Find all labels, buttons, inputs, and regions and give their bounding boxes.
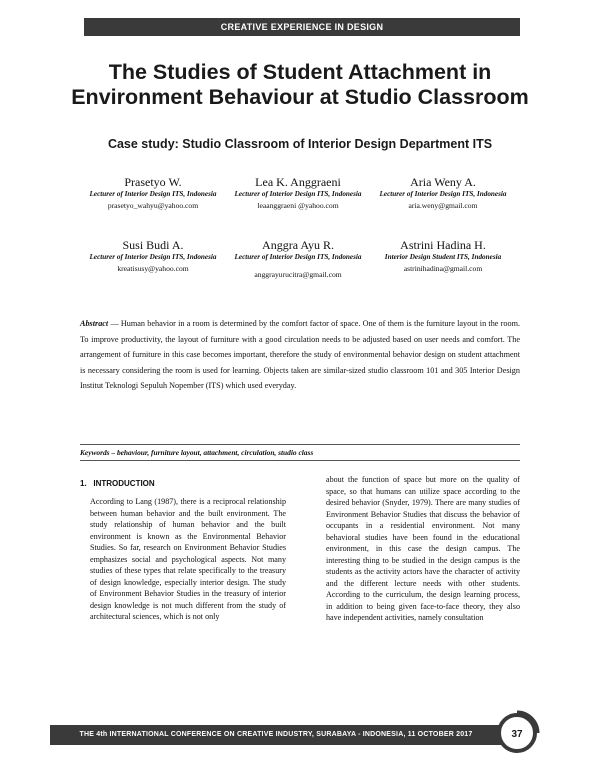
author-email: anggrayurucitra@gmail.com [254, 269, 342, 279]
author-name: Lea K. Anggraeni [255, 175, 341, 189]
author-card [368, 238, 518, 274]
author-name: Susi Budi A. [122, 238, 184, 252]
author-card [78, 238, 228, 274]
section-number: 1. [80, 479, 87, 488]
abstract-label: Abstract [80, 319, 109, 328]
author-card [223, 238, 373, 280]
abstract-text: — Human behavior in a room is determined by the comfort factor of space. One of them is the furniture layout in the room. To improve productivity, the layout of furniture with a good circulation needs to be adjusted based on user needs and comfort. The arrangement of furniture in this case becomes important, therefore the study of environmental behavior design on student attachment is necessary considering the room is used for learning. Objects taken are similar-sized studio classroom 101 and 305 Interior Design Institut Teknologi Sepuluh Nopember (ITS) which used everyday. [80, 319, 520, 391]
author-affiliation: Lecturer of Interior Design ITS, Indonesia [234, 253, 362, 261]
page-ring-icon [494, 710, 540, 756]
author-card [223, 175, 373, 211]
section-title: INTRODUCTION [93, 479, 155, 488]
divider [80, 460, 520, 461]
author-affiliation: Lecturer of Interior Design ITS, Indonesia [379, 190, 507, 198]
divider [80, 444, 520, 445]
body-column-right: about the function of space but more on the quality of space, so that humans can utilize space according to the desired behavior (Snyder, 1979). There are many studies of Environment Behavior Studies that discuss the behavior of occupants in a residential environment. Not many behavioral studies have been found in the educational environment, in this case the design campus. The interesting thing to be studied in the design campus is the students as the activity actors have the character of activity and the different lecture needs with other students. According to the curriculum, the design learning process, in addition to being given face-to-face theory, they also have independent activities, namely consultation [326, 475, 520, 622]
author-email: aria.weny@gmail.com [408, 200, 478, 210]
header-banner: CREATIVE EXPERIENCE IN DESIGN [84, 18, 520, 36]
author-email: leaanggraeni @yahoo.com [257, 200, 339, 210]
keywords: Keywords – behaviour, furniture layout, attachment, circulation, studio class [80, 448, 314, 457]
footer-conference: THE 4th INTERNATIONAL CONFERENCE ON CREATIVE INDUSTRY, SURABAYA - INDONESIA, 11 OCTOBER 2017 [50, 725, 502, 745]
author-affiliation: Lecturer of Interior Design ITS, Indonesia [234, 190, 362, 198]
author-name: Anggra Ayu R. [262, 238, 334, 252]
author-card [368, 175, 518, 211]
body-column-left: According to Lang (1987), there is a reciprocal relationship between human behavior and the built environment. The study relationship of human behavior and the built environment is known as the Environmental Behavior Studies. So far, research on Environment Behavior Studies emphasizes social and psychological aspects. Not many studies of these types that relate specifically to the treasury of design knowledge, especially interior design. The study of Environment Behavior Studies in the treasury of interior design knowledge is not much different from the study of architectural sciences, which is not only [90, 497, 286, 621]
author-name: Astrini Hadina H. [400, 238, 486, 252]
abstract [80, 316, 520, 394]
paper-title: The Studies of Student Attachment in Environment Behaviour at Studio Classroom [71, 60, 529, 109]
author-email: kreatisusy@yahoo.com [117, 263, 189, 273]
author-affiliation: Interior Design Student ITS, Indonesia [384, 253, 502, 261]
author-affiliation: Lecturer of Interior Design ITS, Indonesia [89, 253, 217, 261]
section-heading [80, 479, 155, 488]
author-name: Aria Weny A. [410, 175, 476, 189]
author-affiliation: Lecturer of Interior Design ITS, Indonesia [89, 190, 217, 198]
author-email: prasetyo_wahyu@yahoo.com [107, 200, 199, 210]
author-card [78, 175, 228, 211]
page-number-badge [494, 710, 540, 756]
page-number: 37 [511, 729, 523, 740]
author-name: Prasetyo W. [124, 175, 182, 189]
author-email: astrinihadina@gmail.com [403, 263, 483, 273]
paper-subtitle: Case study: Studio Classroom of Interior Design Department ITS [107, 137, 493, 151]
